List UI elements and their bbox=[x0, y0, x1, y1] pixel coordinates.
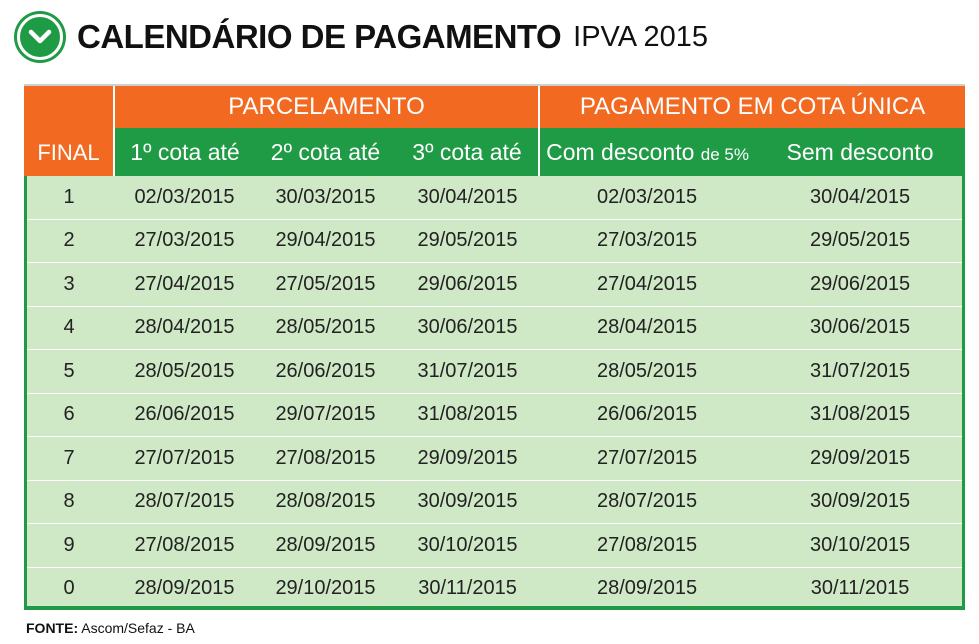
cell-cota1: 26/06/2015 bbox=[114, 393, 255, 437]
cell-sem-desconto: 30/04/2015 bbox=[755, 176, 965, 219]
group-header-parcelamento: PARCELAMENTO bbox=[114, 86, 539, 128]
table-row bbox=[24, 480, 965, 524]
cell-sem-desconto: 30/10/2015 bbox=[755, 524, 965, 568]
page-title: CALENDÁRIO DE PAGAMENTO bbox=[77, 18, 562, 55]
table-frame-bottom bbox=[24, 606, 965, 610]
cell-cota2: 28/09/2015 bbox=[255, 524, 396, 568]
cell-sem-desconto: 29/06/2015 bbox=[755, 263, 965, 307]
cell-com-desconto: 28/05/2015 bbox=[539, 350, 755, 394]
cell-cota2: 28/05/2015 bbox=[255, 306, 396, 350]
cell-final: 3 bbox=[24, 263, 114, 307]
table-frame-left bbox=[24, 176, 27, 610]
page-header bbox=[14, 12, 708, 62]
cell-com-desconto: 28/09/2015 bbox=[539, 567, 755, 611]
cell-final: 4 bbox=[24, 306, 114, 350]
cell-cota3: 30/09/2015 bbox=[396, 480, 539, 524]
cell-final: 9 bbox=[24, 524, 114, 568]
cell-sem-desconto: 29/09/2015 bbox=[755, 437, 965, 481]
cell-cota3: 29/09/2015 bbox=[396, 437, 539, 481]
cell-cota3: 30/10/2015 bbox=[396, 524, 539, 568]
table-row bbox=[24, 306, 965, 350]
cell-final: 5 bbox=[24, 350, 114, 394]
cell-cota1: 27/08/2015 bbox=[114, 524, 255, 568]
cell-sem-desconto: 30/06/2015 bbox=[755, 306, 965, 350]
cell-cota1: 27/07/2015 bbox=[114, 437, 255, 481]
cell-cota2: 28/08/2015 bbox=[255, 480, 396, 524]
table-row bbox=[24, 524, 965, 568]
column-header-cota3: 3º cota até bbox=[396, 128, 539, 176]
source-label: FONTE: bbox=[26, 620, 79, 636]
cell-cota1: 28/07/2015 bbox=[114, 480, 255, 524]
cell-sem-desconto: 30/11/2015 bbox=[755, 567, 965, 611]
cell-sem-desconto: 30/09/2015 bbox=[755, 480, 965, 524]
column-header-sem-desconto: Sem desconto bbox=[755, 128, 965, 176]
cell-cota1: 02/03/2015 bbox=[114, 176, 255, 219]
column-header-com-desconto bbox=[539, 128, 755, 176]
cell-final: 0 bbox=[24, 567, 114, 611]
cell-com-desconto: 27/04/2015 bbox=[539, 263, 755, 307]
cell-sem-desconto: 31/08/2015 bbox=[755, 393, 965, 437]
cell-com-desconto: 26/06/2015 bbox=[539, 393, 755, 437]
table-row bbox=[24, 263, 965, 307]
payment-calendar-table bbox=[24, 86, 965, 611]
cell-cota3: 29/06/2015 bbox=[396, 263, 539, 307]
cell-cota2: 29/07/2015 bbox=[255, 393, 396, 437]
com-desconto-label: Com desconto bbox=[546, 138, 695, 165]
cell-cota1: 27/04/2015 bbox=[114, 263, 255, 307]
cell-cota2: 27/08/2015 bbox=[255, 437, 396, 481]
cell-cota2: 30/03/2015 bbox=[255, 176, 396, 219]
cell-com-desconto: 02/03/2015 bbox=[539, 176, 755, 219]
cell-cota2: 26/06/2015 bbox=[255, 350, 396, 394]
source-text: Ascom/Sefaz - BA bbox=[81, 620, 195, 636]
group-header-cota-unica: PAGAMENTO EM COTA ÚNICA bbox=[539, 86, 965, 128]
cell-com-desconto: 27/03/2015 bbox=[539, 219, 755, 263]
cell-cota3: 31/08/2015 bbox=[396, 393, 539, 437]
column-header-cota2: 2º cota até bbox=[255, 128, 396, 176]
table-frame-right bbox=[962, 176, 965, 610]
chevron-down-icon bbox=[17, 14, 63, 60]
table-row bbox=[24, 219, 965, 263]
cell-cota1: 27/03/2015 bbox=[114, 219, 255, 263]
com-desconto-small-label: de 5% bbox=[700, 144, 749, 164]
cell-cota2: 29/04/2015 bbox=[255, 219, 396, 263]
cell-cota3: 29/05/2015 bbox=[396, 219, 539, 263]
cell-final: 1 bbox=[24, 176, 114, 219]
cell-cota1: 28/04/2015 bbox=[114, 306, 255, 350]
table-row bbox=[24, 176, 965, 219]
cell-cota3: 30/11/2015 bbox=[396, 567, 539, 611]
cell-final: 8 bbox=[24, 480, 114, 524]
column-header-cota1: 1º cota até bbox=[114, 128, 255, 176]
cell-final: 6 bbox=[24, 393, 114, 437]
table-row bbox=[24, 350, 965, 394]
cell-com-desconto: 27/07/2015 bbox=[539, 437, 755, 481]
cell-sem-desconto: 31/07/2015 bbox=[755, 350, 965, 394]
source-note bbox=[26, 620, 195, 636]
table-body bbox=[24, 176, 965, 611]
cell-cota3: 31/07/2015 bbox=[396, 350, 539, 394]
cell-cota3: 30/06/2015 bbox=[396, 306, 539, 350]
table-row bbox=[24, 437, 965, 481]
final-header: FINAL bbox=[24, 86, 114, 176]
cell-cota2: 27/05/2015 bbox=[255, 263, 396, 307]
cell-final: 7 bbox=[24, 437, 114, 481]
table-row bbox=[24, 393, 965, 437]
cell-com-desconto: 28/04/2015 bbox=[539, 306, 755, 350]
cell-final: 2 bbox=[24, 219, 114, 263]
cell-sem-desconto: 29/05/2015 bbox=[755, 219, 965, 263]
cell-com-desconto: 27/08/2015 bbox=[539, 524, 755, 568]
cell-cota1: 28/05/2015 bbox=[114, 350, 255, 394]
cell-cota3: 30/04/2015 bbox=[396, 176, 539, 219]
table-row bbox=[24, 567, 965, 611]
cell-cota2: 29/10/2015 bbox=[255, 567, 396, 611]
page-subtitle: IPVA 2015 bbox=[573, 20, 709, 53]
cell-cota1: 28/09/2015 bbox=[114, 567, 255, 611]
cell-com-desconto: 28/07/2015 bbox=[539, 480, 755, 524]
